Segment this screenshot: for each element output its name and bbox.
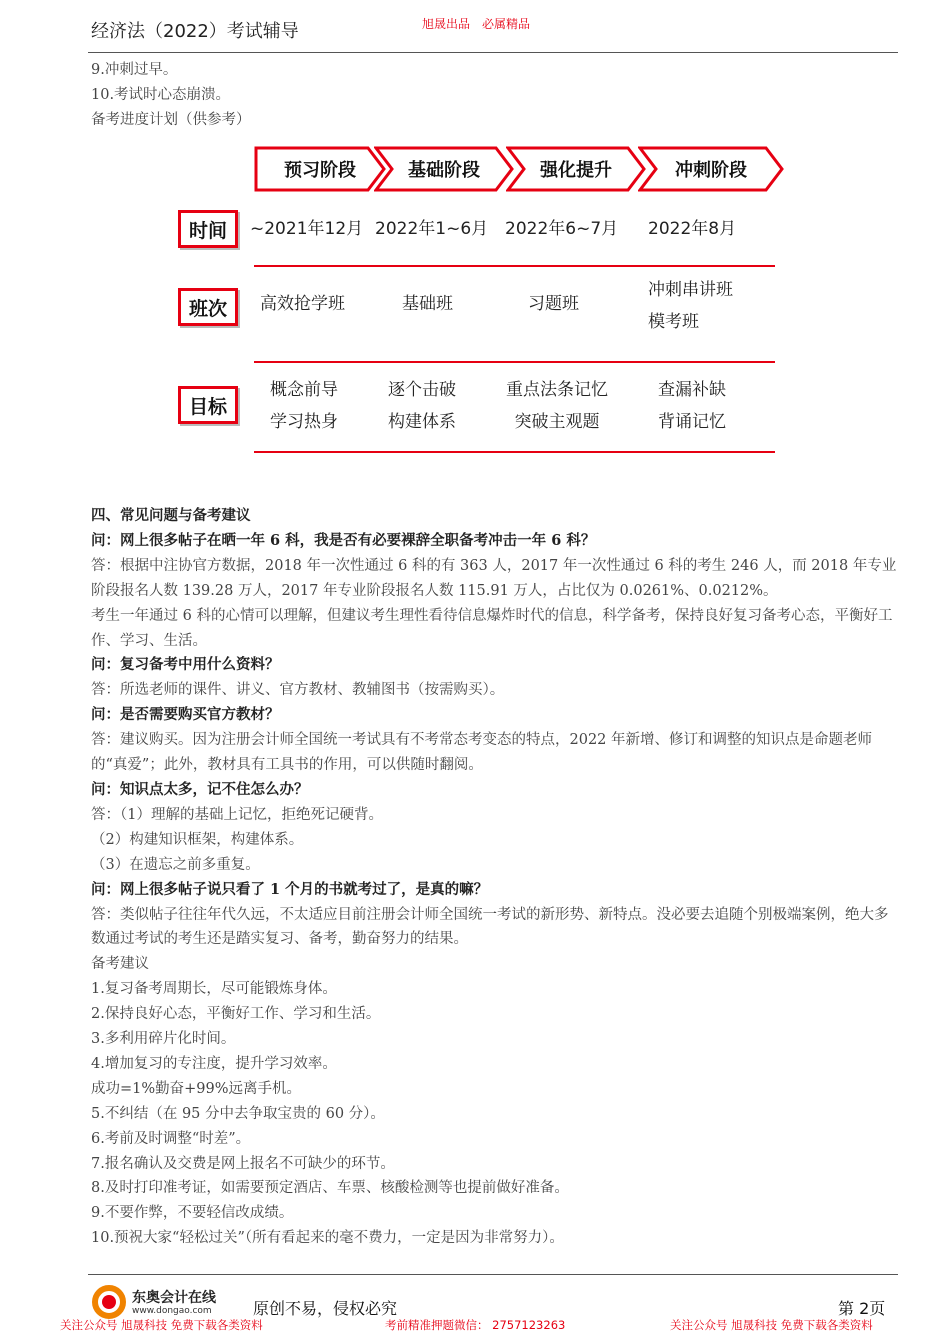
stage-label: 冲刺阶段 xyxy=(675,160,747,181)
answer-text: 考生一年通过 6 科的心情可以理解，但建议考生理性看待信息爆炸时代的信息，科学备考，保持良好复习备考心态，平衡好工作、学习、生活。 xyxy=(91,607,893,649)
header-divider xyxy=(88,52,898,53)
answer-text: 8.及时打印准考证，如需要预定酒店、车票、核酸检测等也提前做好准备。 xyxy=(91,1180,569,1197)
answer-text: 成功=1%勤奋+99%远离手机。 xyxy=(91,1080,302,1097)
answer-text: 3.多利用碎片化时间。 xyxy=(91,1031,236,1048)
answer-text: 答：建议购买。因为注册会计师全国统一考试具有不考常态考变态的特点，2022 年新增、修订和调整的知识点是命题老师的“真爱”；此外，教材具有工具书的作用，可以供随时翻阅。 xyxy=(91,732,873,774)
stage-label: 预习阶段 xyxy=(284,160,356,181)
row-label-time: 时间 xyxy=(178,210,238,248)
question-text: 问：网上很多帖子在晒一年 6 科，我是否有必要裸辞全职备考冲击一年 6 科？ xyxy=(91,531,596,549)
answer-text: 5.不纠结（在 95 分中去争取宝贵的 60 分）。 xyxy=(91,1105,385,1122)
question-text: 问：是否需要购买官方教材？ xyxy=(91,706,280,724)
time-cell: 2022年8月 xyxy=(648,219,737,239)
divider-line xyxy=(254,361,775,363)
answer-text: 1.复习备考周期长，尽可能锻炼身体。 xyxy=(91,981,337,998)
footer-note-left: 关注公众号 旭晟科技 免费下载各类资料 xyxy=(60,1318,263,1332)
answer-text: 10.预祝大家“轻松过关”（所有看起来的毫不费力，一定是因为非常努力）。 xyxy=(91,1230,564,1247)
answer-text: 答：（1）理解的基础上记忆，拒绝死记硬背。 xyxy=(91,806,383,823)
time-cell: 2022年1~6月 xyxy=(375,219,489,239)
goal-cell: 查漏补缺 背诵记忆 xyxy=(658,380,726,432)
intro-list xyxy=(91,58,251,133)
brand-tagline: 旭晟出品 必属精品 xyxy=(422,17,531,31)
list-item: 10.考试时心态崩溃。 xyxy=(91,87,231,103)
stage-arrow xyxy=(374,146,514,192)
answer-text: 6.考前及时调整“时差”。 xyxy=(91,1130,251,1147)
logo-dot-icon xyxy=(102,1295,116,1309)
stage-arrow xyxy=(506,146,646,192)
answer-text: 答：类似帖子往往年代久远，不太适应目前注册会计师全国统一考试的新形势、新特点。没必要去追随个别极端案例，绝大多数通过考试的考生还是踏实复习、备考，勤奋努力的结果。 xyxy=(91,906,889,948)
logo-url: www.dongao.com xyxy=(132,1306,212,1316)
row-label-class: 班次 xyxy=(178,288,238,326)
goal-cell: 概念前导 学习热身 xyxy=(270,380,338,432)
study-plan-diagram xyxy=(170,140,790,460)
divider-line xyxy=(254,265,775,267)
time-cell: ~2021年12月 xyxy=(250,219,364,239)
class-cell: 基础班 xyxy=(402,294,453,314)
page-number: 第 2页 xyxy=(838,1299,886,1318)
answer-text: 答：所选老师的课件、讲义、官方教材、教辅图书（按需购买）。 xyxy=(91,682,505,699)
copyright-slogan: 原创不易，侵权必究 xyxy=(253,1299,398,1318)
answer-text: 2.保持良好心态，平衡好工作、学习和生活。 xyxy=(91,1006,381,1023)
list-item: 9.冲刺过早。 xyxy=(91,62,178,78)
page-header xyxy=(0,0,950,55)
doc-title: 经济法（2022）考试辅导 xyxy=(91,21,299,42)
class-cell: 习题班 xyxy=(528,294,579,314)
class-cell: 高效抢学班 xyxy=(260,294,345,314)
answer-text: 4.增加复习的专注度，提升学习效率。 xyxy=(91,1055,337,1072)
faq-section xyxy=(91,504,899,1251)
answer-text: 备考建议 xyxy=(91,956,149,973)
class-cell: 冲刺串讲班 模考班 xyxy=(648,280,733,332)
section-title: 四、常见问题与备考建议 xyxy=(91,507,251,524)
stage-arrow xyxy=(254,146,386,192)
time-cell: 2022年6~7月 xyxy=(505,219,619,239)
answer-text: （3）在遗忘之前多重复。 xyxy=(91,856,260,873)
goal-cell: 逐个击破 构建体系 xyxy=(388,380,456,432)
question-text: 问：知识点太多，记不住怎么办？ xyxy=(91,780,309,798)
question-text: 问：复习备考中用什么资料？ xyxy=(91,656,280,674)
stage-arrows xyxy=(254,146,790,192)
footer-note-right: 关注公众号 旭晟科技 免费下载各类资料 xyxy=(670,1318,873,1332)
page-footer xyxy=(0,1270,950,1344)
divider-line xyxy=(254,451,775,453)
footer-note-center: 考前精准押题微信： 2757123263 xyxy=(385,1318,566,1332)
answer-text: （2）构建知识框架，构建体系。 xyxy=(91,831,304,848)
paragraph-list xyxy=(91,529,899,1251)
question-text: 问：网上很多帖子说只看了 1 个月的书就考过了，是真的嘛？ xyxy=(91,880,489,898)
stage-arrow xyxy=(638,146,784,192)
answer-text: 答：根据中注协官方数据，2018 年一次性通过 6 科的有 363 人，2017 年一次性通过 6 科的考生 246 人，而 2018 年专业阶段报名人数 139.28 万人，2017 年专业阶段报名人数 115.91 万人，占比仅为 0.0261%、0.0212%。 xyxy=(91,557,897,599)
row-label-goal: 目标 xyxy=(178,386,238,424)
list-item: 备考进度计划（供参考） xyxy=(91,112,251,128)
answer-text: 9.不要作弊，不要轻信改成绩。 xyxy=(91,1205,294,1222)
logo-name: 东奥会计在线 xyxy=(132,1290,216,1306)
footer-divider xyxy=(88,1274,898,1275)
answer-text: 7.报名确认及交费是网上报名不可缺少的环节。 xyxy=(91,1155,395,1172)
goal-cell: 重点法条记忆 突破主观题 xyxy=(506,380,608,432)
stage-label: 强化提升 xyxy=(540,160,612,181)
stage-label: 基础阶段 xyxy=(408,160,480,181)
